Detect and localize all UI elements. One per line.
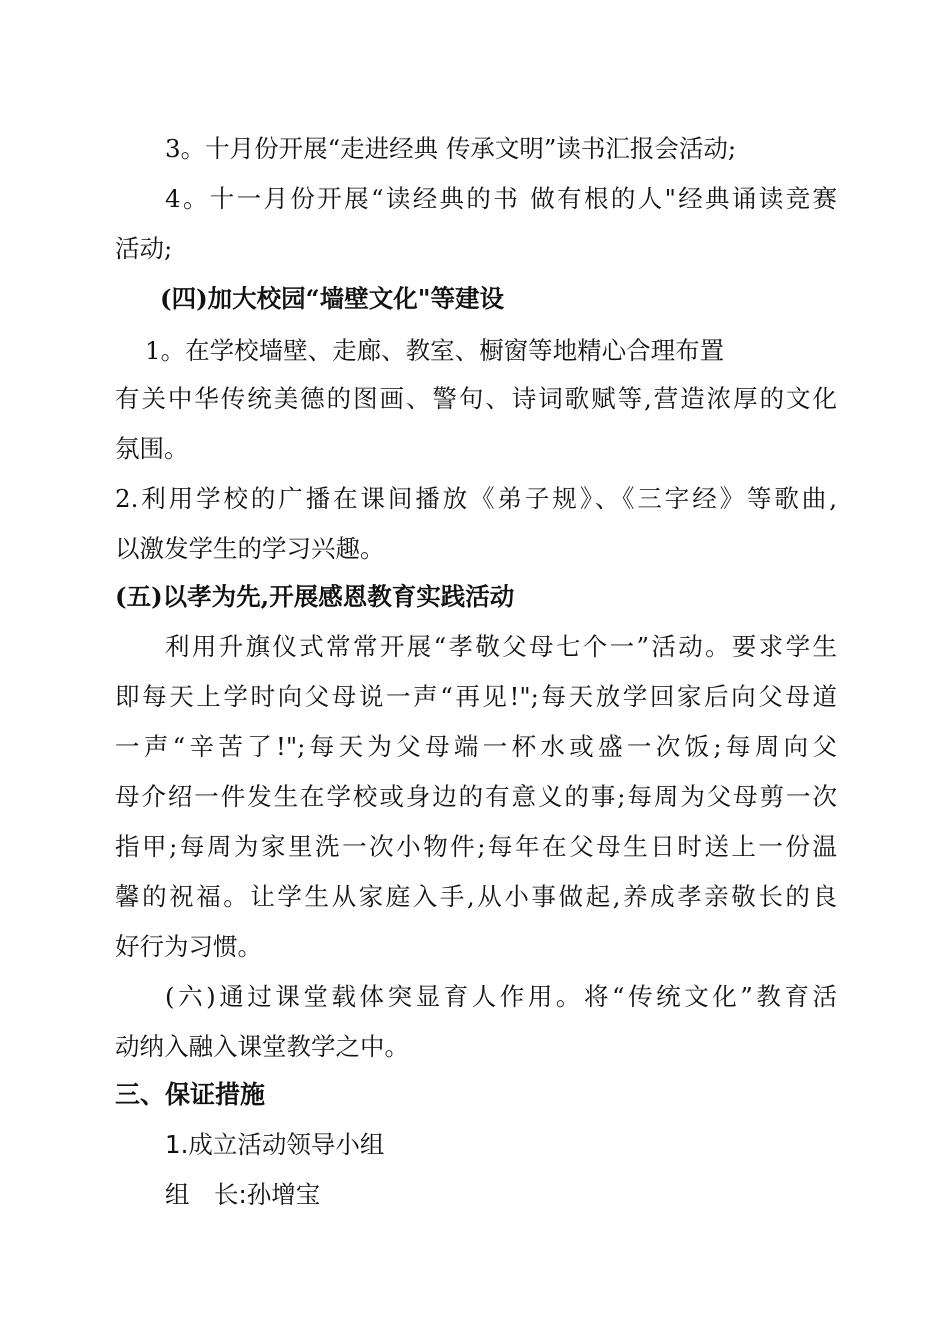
section-4-title: (四)加大校园“墙壁文化"等建设	[160, 284, 505, 313]
list-item-4-line1: 4。十一月份开展“读经典的书 做有根的人"经典诵读竞赛	[165, 184, 837, 213]
s4-item2-line2: 以激发学生的学习兴趣。	[115, 534, 385, 563]
section-5-title: (五)以孝为先,开展感恩教育实践活动	[115, 582, 515, 611]
list-item-4-line2: 活动;	[115, 234, 173, 263]
p3-item1: 1.成立活动领导小组	[165, 1130, 385, 1159]
s5-paragraph-line6: 馨的祝福。让学生从家庭入手,从小事做起,养成孝亲敬长的良	[115, 882, 837, 911]
s4-item2-line1: 2.利用学校的广播在课间播放《弟子规》、《三字经》等歌曲,	[115, 484, 837, 513]
s4-item1-line3: 氛围。	[115, 434, 189, 463]
part-3-title: 三、保证措施	[115, 1080, 266, 1109]
s5-paragraph-line3: 一声“辛苦了!";每天为父母端一杯水或盛一次饭;每周向父	[115, 732, 837, 761]
s5-paragraph-line2: 即每天上学时向父母说一声“再见!";每天放学回家后向父母道	[115, 682, 837, 711]
s5-paragraph-line1: 利用升旗仪式常常开展“孝敬父母七个一”活动。要求学生	[165, 632, 837, 661]
section-6-line2: 动纳入融入课堂教学之中。	[115, 1032, 409, 1061]
leader-line: 组 长:孙增宝	[165, 1180, 321, 1209]
s5-paragraph-line4: 母介绍一件发生在学校或身边的有意义的事;每周为父母剪一次	[115, 782, 837, 811]
s5-paragraph-line5: 指甲;每周为家里洗一次小物件;每年在父母生日时送上一份温	[115, 832, 837, 861]
s4-item1-line1: 1。在学校墙壁、走廊、教室、橱窗等地精心合理布置	[145, 336, 725, 365]
list-item-3: 3。十月份开展“走进经典 传承文明”读书汇报会活动;	[165, 134, 737, 163]
section-6-line1: (六)通过课堂载体突显育人作用。将“传统文化”教育活	[165, 982, 837, 1011]
s4-item1-line2: 有关中华传统美德的图画、警句、诗词歌赋等,营造浓厚的文化	[115, 384, 837, 413]
s5-paragraph-line7: 好行为习惯。	[115, 932, 262, 961]
